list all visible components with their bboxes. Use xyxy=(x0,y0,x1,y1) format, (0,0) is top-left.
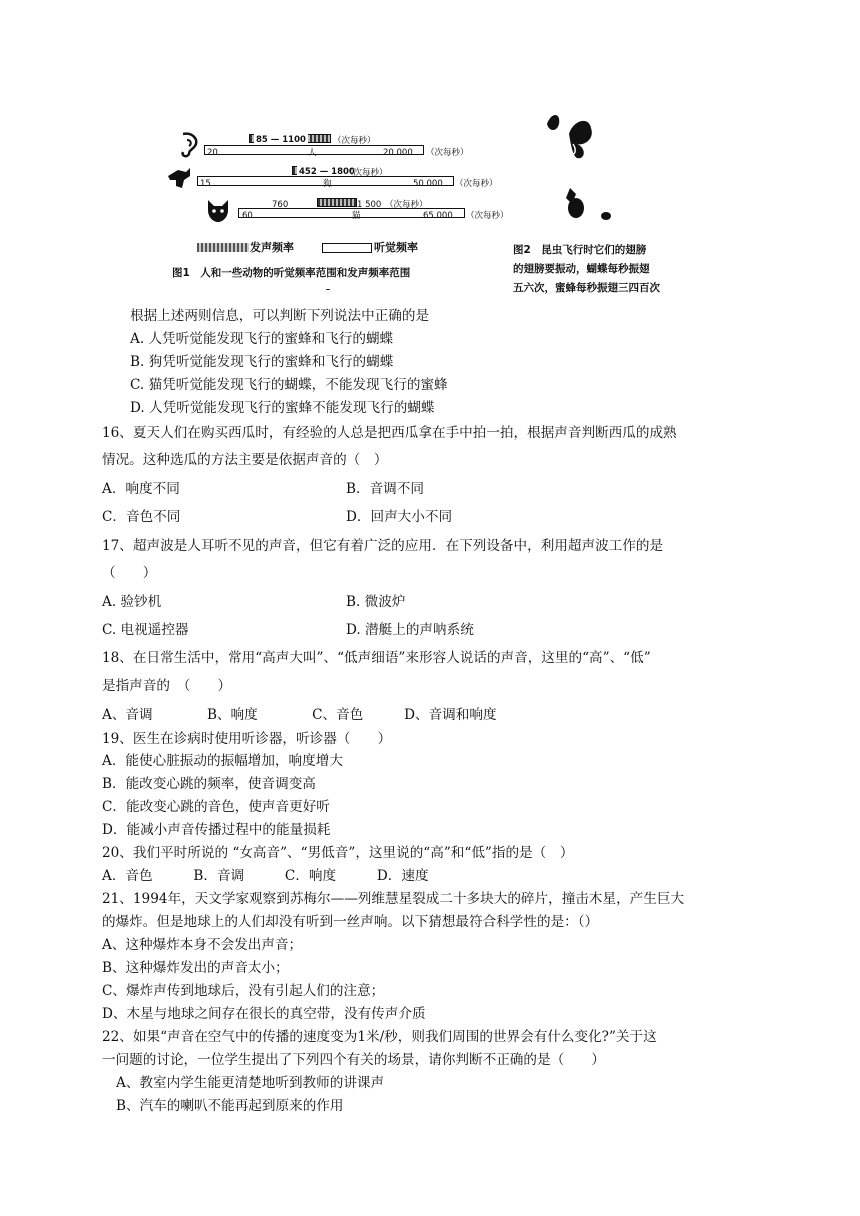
emit-unit-dog: （次每秒） xyxy=(345,168,388,178)
hear-unit-dog: （次每秒） xyxy=(455,179,498,189)
q21-stem-2: 的爆炸。但是地球上的人们却没有听到一丝声响。以下猜想最符合科学性的是：（） xyxy=(102,914,599,930)
q15-option-d: D. 人凭听觉能发现飞行的蜜蜂不能发现飞行的蝴蝶 xyxy=(130,400,435,416)
legend-emit-label: 发声频率 xyxy=(250,241,294,254)
q19-stem: 19、医生在诊病时使用听诊器，听诊器（ ） xyxy=(102,731,392,747)
q21-option-a: A、这种爆炸本身不会发出声音； xyxy=(102,937,303,953)
q22-option-a: A、教室内学生能更清楚地听到教师的讲课声 xyxy=(116,1075,385,1091)
hear-low-human: 20 xyxy=(207,148,218,158)
q19-option-a: A．能使心脏振动的振幅增加，响度增大 xyxy=(102,753,343,769)
emit-label-cat-low: 760 xyxy=(272,200,289,210)
q21-option-d: D、木星与地球之间存在很长的真空带，没有传声介质 xyxy=(102,1006,426,1022)
legend-hear-swatch xyxy=(322,243,372,253)
q22-stem-1: 22、如果“声音在空气中的传播的速度变为1米/秒，则我们周围的世界会有什么变化?”关于这 xyxy=(102,1029,657,1045)
hear-unit-human: （次每秒） xyxy=(426,148,469,158)
hear-unit-cat: （次每秒） xyxy=(466,211,509,221)
emit-unit-human: （次每秒） xyxy=(333,136,376,146)
hear-high-human: 20 000 xyxy=(383,148,413,158)
q22-stem-2: 一问题的讨论，一位学生提出了下列四个有关的场景，请你判断不正确的是（ ） xyxy=(102,1052,605,1068)
hear-animal-human: 人 xyxy=(308,148,317,158)
q17-option-d: D. 潜艇上的声呐系统 xyxy=(346,622,474,638)
figure-2-caption-2: 的翅膀要振动，蝴蝶每秒振翅 xyxy=(513,263,650,275)
q21-stem-1: 21、1994年，天文学家观察到苏梅尔——列维慧星裂成二十多块大的碎片，撞击木星，产生巨大 xyxy=(102,891,685,907)
q15-option-c: C. 猫凭听觉能发现飞行的蝴蝶，不能发现飞行的蜜蜂 xyxy=(130,377,448,393)
figure-1-caption: 图1 人和一些动物的听觉频率范围和发声频率范围 xyxy=(172,267,411,279)
q16-option-c: C．音色不同 xyxy=(102,509,181,525)
emit-label-dog: 452 — 1800 xyxy=(297,163,357,181)
bee-icon xyxy=(562,184,614,224)
butterfly-icon xyxy=(543,110,607,162)
q17-stem-2: （ ） xyxy=(102,565,157,581)
legend-hear-label: 听觉频率 xyxy=(374,241,418,254)
figure-2-caption-3: 五六次，蜜蜂每秒振翅三四百次 xyxy=(513,282,660,294)
q22-option-b: B、汽车的喇叭不能再起到原来的作用 xyxy=(116,1098,344,1114)
q15-option-a: A. 人凭听觉能发现飞行的蜜蜂和飞行的蝴蝶 xyxy=(130,331,394,347)
q20-options: A．音色 B．音调 C．响度 D．速度 xyxy=(102,868,429,884)
q16-stem-2: 情况。这种选瓜的方法主要是依据声音的（ ） xyxy=(102,452,388,468)
hear-low-cat: 60 xyxy=(242,211,253,221)
q17-option-c: C. 电视遥控器 xyxy=(102,622,189,638)
hear-animal-dog: 狗 xyxy=(323,179,332,189)
hear-animal-cat: 猫 xyxy=(352,211,361,221)
hear-low-dog: 15 xyxy=(200,179,211,189)
q19-option-b: B．能改变心跳的频率，使音调变高 xyxy=(102,776,316,792)
q16-option-a: A．响度不同 xyxy=(102,481,180,497)
emit-label-human: 85 — 1100 xyxy=(254,131,308,149)
q16-option-d: D．回声大小不同 xyxy=(346,509,453,525)
q16-option-b: B．音调不同 xyxy=(346,481,424,497)
q18-stem-1: 18、在日常生活中，常用“高声大叫”、“低声细语”来形容人说话的声音，这里的“高”、“低” xyxy=(102,650,651,666)
legend-emit-swatch xyxy=(197,243,249,252)
fig-dash xyxy=(326,289,330,290)
q18-stem-2: 是指声音的 （ ） xyxy=(102,678,232,694)
hear-high-dog: 50 000 xyxy=(413,179,443,189)
q15-option-b: B. 狗凭听觉能发现飞行的蜜蜂和飞行的蝴蝶 xyxy=(130,354,394,370)
emit-unit-cat: （次每秒） xyxy=(385,200,428,210)
q17-stem-1: 17、超声波是人耳听不见的声音，但它有着广泛的应用．在下列设备中，利用超声波工作的是 xyxy=(102,538,664,554)
q16-stem-1: 16、夏天人们在购买西瓜时，有经验的人总是把西瓜拿在手中拍一拍，根据声音判断西瓜的成熟 xyxy=(102,425,677,441)
human-ear-icon xyxy=(177,132,199,158)
intro-line: 根据上述两则信息，可以判断下列说法中正确的是 xyxy=(130,308,430,324)
q19-option-c: C．能改变心跳的音色，使声音更好听 xyxy=(102,799,330,815)
figure-2-caption-1: 图2 昆虫飞行时它们的翅膀 xyxy=(513,244,647,256)
q18-options: A、音调 B、响度 C、音色 D、音调和响度 xyxy=(102,707,497,723)
q17-option-b: B. 微波炉 xyxy=(346,594,406,610)
q21-option-c: C、爆炸声传到地球后，没有引起人们的注意； xyxy=(102,983,385,999)
q17-option-a: A. 验钞机 xyxy=(102,594,162,610)
emit-label-cat-high: 1 500 xyxy=(357,200,382,210)
q21-option-b: B、这种爆炸发出的声音太小； xyxy=(102,960,289,976)
cat-icon xyxy=(204,196,232,224)
q19-option-d: D．能减小声音传播过程中的能量损耗 xyxy=(102,822,331,838)
q20-stem: 20、我们平时所说的 “女高音”、“男低音”，这里说的“高”和“低”指的是（ ） xyxy=(102,845,574,861)
emit-bar-cat xyxy=(317,198,357,207)
hear-high-cat: 65 000 xyxy=(423,211,453,221)
dog-icon xyxy=(166,166,192,190)
